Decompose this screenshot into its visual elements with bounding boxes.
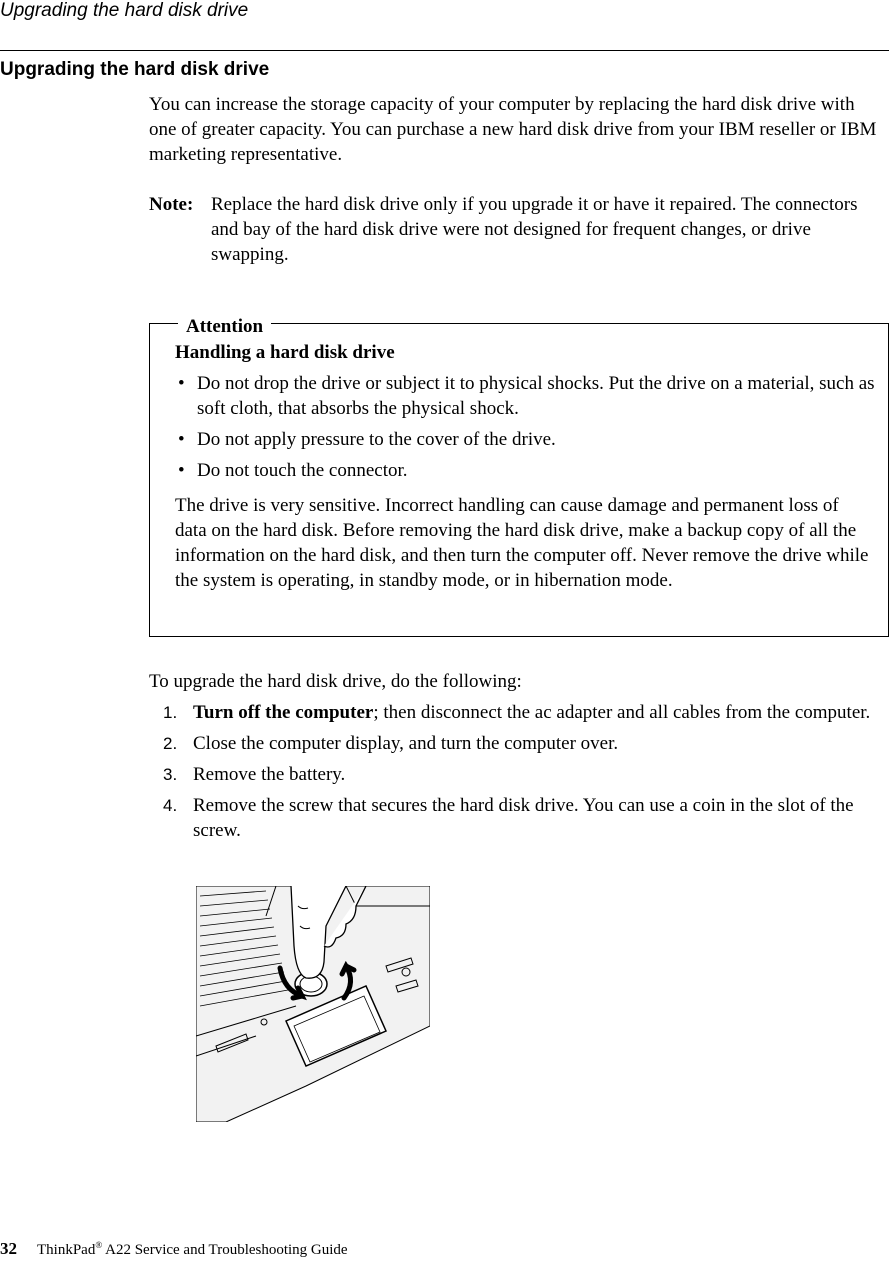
attention-paragraph: The drive is very sensitive. Incorrect handling can cause damage and permanent loss of data on the hard disk. Before removing the hard disk drive, make a backup copy of all the information on the hard disk, and then turn the computer off. Never remove the drive while the system is operating, in standby mode, or in hibernation mode. bbox=[175, 495, 869, 591]
step-item bbox=[149, 700, 889, 725]
step-number: 2. bbox=[163, 734, 178, 753]
note-text: Replace the hard disk drive only if you upgrade it or have it repaired. The connectors and bay of the hard disk drive were not designed for frequent changes, or drive swapping. bbox=[211, 194, 858, 265]
page-number: 32 bbox=[0, 1239, 17, 1258]
step-text: Remove the screw that secures the hard disk drive. You can use a coin in the slot of the screw. bbox=[193, 795, 854, 841]
attention-bullet bbox=[175, 458, 875, 483]
step-text: ; then disconnect the ac adapter and all cables from the computer. bbox=[373, 702, 871, 723]
note bbox=[149, 192, 884, 267]
footer-title-suffix: A22 Service and Troubleshooting Guide bbox=[102, 1242, 348, 1258]
attention-content bbox=[175, 340, 875, 593]
attention-subheading: Handling a hard disk drive bbox=[175, 342, 395, 363]
step-item bbox=[149, 731, 889, 756]
attention-bullet bbox=[175, 427, 875, 452]
section-title: Upgrading the hard disk drive bbox=[0, 59, 270, 80]
step-text: Remove the battery. bbox=[193, 764, 346, 785]
step-number: 3. bbox=[163, 765, 178, 784]
intro-paragraph: You can increase the storage capacity of your computer by replacing the hard disk drive with one of greater capacity. You can purchase a new hard disk drive from your IBM reseller or IBM marketing representative. bbox=[149, 94, 877, 165]
bullet-dot-icon: • bbox=[178, 429, 185, 450]
footer-title-prefix: ThinkPad bbox=[37, 1242, 96, 1258]
attention-bullet bbox=[175, 371, 875, 421]
step-text: Close the computer display, and turn the computer over. bbox=[193, 733, 619, 754]
step-item bbox=[149, 762, 889, 787]
header-rule bbox=[0, 50, 889, 51]
bullet-dot-icon: • bbox=[178, 460, 185, 481]
step-item bbox=[149, 793, 889, 843]
note-label: Note: bbox=[149, 194, 194, 215]
bullet-text: Do not drop the drive or subject it to physical shocks. Put the drive on a material, such as soft cloth, that absorbs the physical shock. bbox=[197, 373, 875, 419]
running-head: Upgrading the hard disk drive bbox=[0, 0, 249, 21]
bullet-dot-icon: • bbox=[178, 373, 185, 394]
registered-mark: ® bbox=[95, 1240, 103, 1250]
bullet-text: Do not touch the connector. bbox=[197, 460, 408, 481]
hard-disk-screw-illustration bbox=[196, 886, 430, 1122]
step-number: 1. bbox=[163, 703, 178, 722]
step-bold-text: Turn off the computer bbox=[193, 702, 374, 723]
attention-label: Attention bbox=[178, 314, 271, 339]
procedure-intro: To upgrade the hard disk drive, do the following: bbox=[149, 671, 522, 692]
step-list bbox=[149, 700, 889, 849]
bullet-text: Do not apply pressure to the cover of the drive. bbox=[197, 429, 556, 450]
step-number: 4. bbox=[163, 796, 178, 815]
